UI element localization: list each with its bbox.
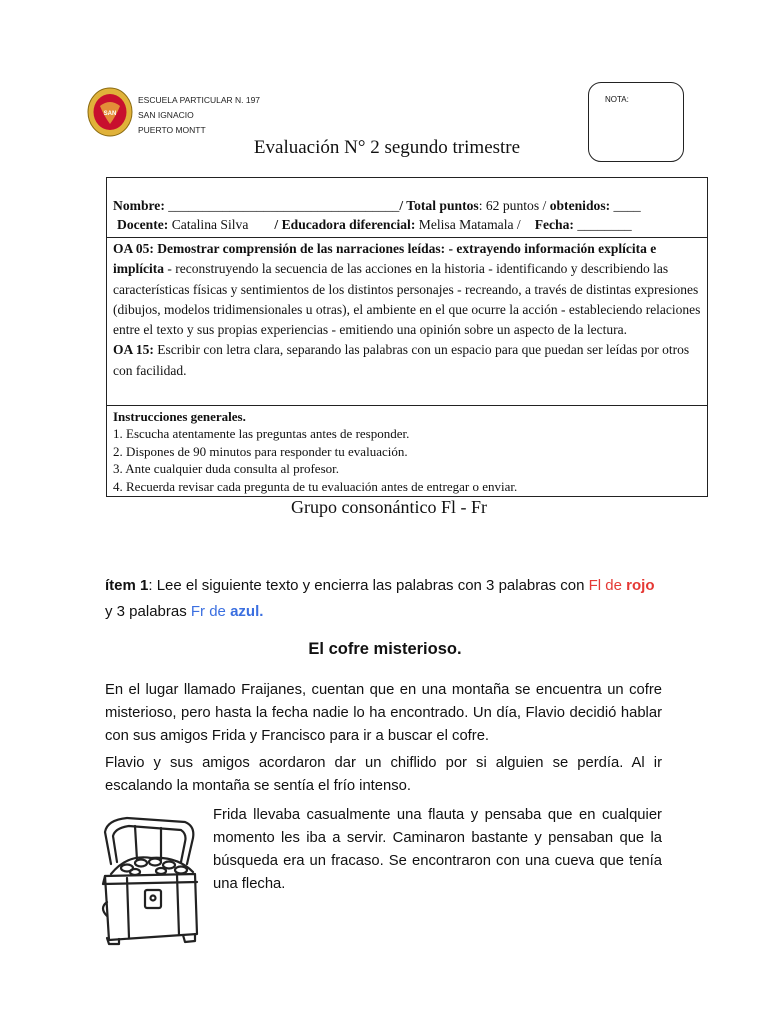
obtained-label: obtenidos: [549, 198, 611, 213]
grade-label: NOTA: [605, 95, 629, 104]
educator-value: Melisa Matamala / [415, 217, 521, 232]
oa05-body: - reconstruyendo la secuencia de las acciones en la historia - identificando y describiendo las características físicas y sentimientos de los distintos personajes - recreando, a través de distintas expresiones (dibujos, modelos tridimensionales u otras), el ambiente en el que ocurre la acción - estableciendo relaciones entre el texto y sus propias experiencias - emitiendo una opinión sobre un aspecto de la lectura. [113, 261, 701, 338]
rojo-highlight: rojo [626, 577, 655, 594]
instructions-row [107, 406, 707, 496]
oa05-text [113, 239, 701, 340]
objectives-row [107, 238, 707, 406]
oa05-heading: OA 05: Demostrar comprensión de las narraciones leídas: - extrayendo información explícita e implícita [113, 241, 657, 277]
story-paragraph-2: Flavio y sus amigos acordaron dar un chiflido por si alguien se perdía. Al ir escalando la montaña se sentía el frío intenso. [105, 755, 662, 794]
name-label: Nombre: [113, 198, 165, 213]
treasure-chest-icon [97, 812, 207, 947]
instructions-heading: Instrucciones generales. [113, 409, 246, 424]
story-paragraph-1: En el lugar llamado Fraijanes, cuentan que en una montaña se encuentra un cofre misterioso, pero hasta la fecha nadie lo ha encontrado. Un día, Flavio decidió hablar con sus amigos Frida y Francisco para ir a buscar el cofre. [105, 682, 662, 744]
item1-label: ítem 1 [105, 577, 149, 594]
story-paragraph-3: Frida llevaba casualmente una flauta y pensaba que en cualquier momento les iba a servir. Caminaron bastante y pensaban que la búsqueda era un fracaso. Se encontraron con una cueva que tenía una flecha. [213, 807, 662, 892]
teacher-value: Catalina Silva [168, 217, 249, 232]
school-name: ESCUELA PARTICULAR N. 197 [138, 95, 261, 105]
item1-text: : Lee el siguiente texto y encierra las palabras con 3 palabras con [148, 577, 589, 594]
story-title: El cofre misterioso. [308, 640, 462, 658]
date-field[interactable]: ________ [573, 217, 632, 232]
item1-text-2: y 3 palabras [105, 603, 191, 620]
fr-highlight: Fr de [190, 603, 231, 620]
name-line [113, 196, 701, 215]
total-label: / Total puntos [399, 198, 479, 213]
info-table [106, 177, 708, 497]
name-field[interactable]: __________________________________ [164, 198, 400, 213]
oa15-heading: OA 15: [113, 342, 154, 358]
oa15-body: Escribir con letra clara, separando las palabras con un espacio para que puedan ser leídas por otros con facilidad. [113, 342, 690, 378]
date-label: Fecha: [534, 217, 574, 232]
instruction-item: 4. Recuerda revisar cada pregunta de tu evaluación antes de entregar o enviar. [113, 478, 518, 494]
fl-highlight: Fl de [588, 577, 622, 594]
school-logo [86, 86, 134, 138]
instruction-item: 3. Ante cualquier duda consulta al profesor. [113, 461, 339, 477]
educator-label: / Educadora diferencial: [274, 217, 416, 232]
item1-instructions [105, 573, 665, 625]
instruction-item: 1. Escucha atentamente las preguntas antes de responder. [113, 426, 410, 442]
section-subtitle: Grupo consonántico Fl - Fr [291, 497, 487, 517]
total-value: : 62 puntos / [478, 198, 550, 213]
teacher-label: Docente: [117, 217, 169, 232]
school-town: SAN IGNACIO [138, 110, 194, 120]
school-info [138, 93, 260, 138]
student-info-row [107, 178, 707, 238]
azul-highlight: azul. [230, 603, 264, 620]
school-city: PUERTO MONTT [138, 125, 206, 135]
oa15-text [113, 340, 701, 381]
obtained-field[interactable]: ____ [610, 198, 641, 213]
logo-text: SAN [103, 111, 117, 117]
teacher-line [113, 215, 701, 234]
page-title: Evaluación N° 2 segundo trimestre [253, 137, 521, 158]
instruction-item: 2. Dispones de 90 minutos para responder tu evaluación. [113, 443, 408, 459]
